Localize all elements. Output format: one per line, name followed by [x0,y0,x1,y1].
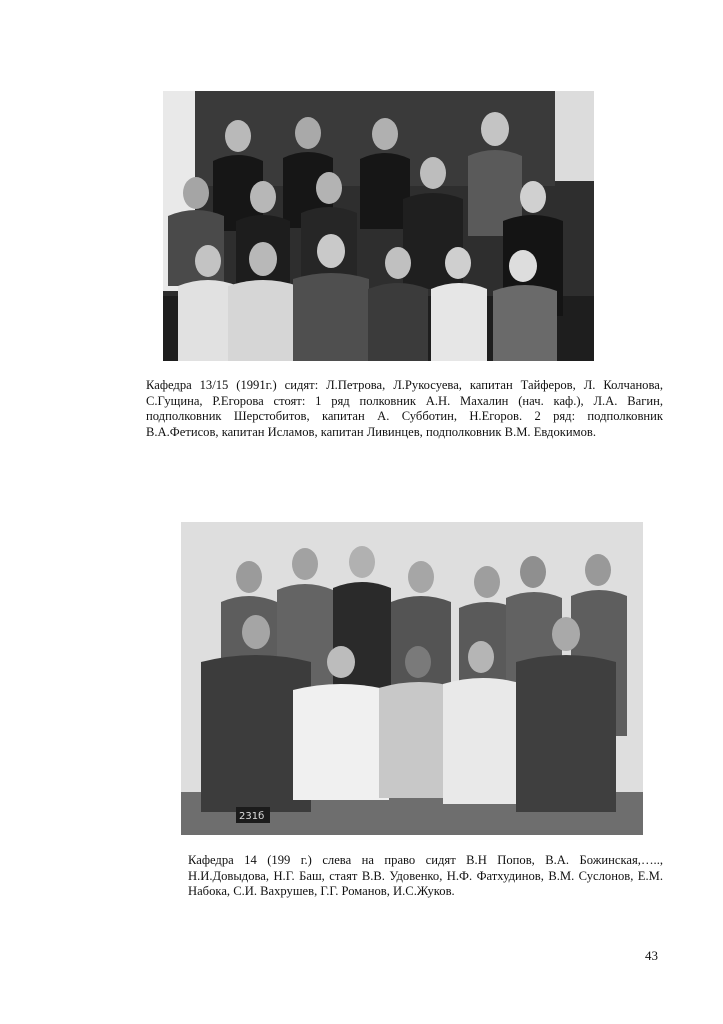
photo-sign: 231б [239,811,265,822]
page-number: 43 [645,948,658,963]
group-photo-department-13-15 [163,91,594,361]
photo-caption-1: Кафедра 13/15 (1991г.) сидят: Л.Петрова, Л.Рукосуева, капитан Тайферов, Л. Колчанова, С.Гущина, Р.Егорова стоят: 1 ряд полковник А.Н. Махалин (нач. каф.), Л.А. Вагин, подполковник Шерстобитов, капитан А. Субботин, Н.Егоров. 2 ряд: подполковник В.А.Фетисов, капитан Исламов, капитан Ливинцев, подполковник В.М. Евдокимов. [146,378,663,439]
group-photo-department-14 [181,522,643,835]
photo-caption-2: Кафедра 14 (199 г.) слева на право сидят В.Н Попов, В.А. Божинская,….., Н.И.Довыдова, Н.Г. Баш, стаят В.В. Удовенко, Н.Ф. Фатхудинов, В.М. Суслонов, Е.М. Набока, С.И. Вахрушев, Г.Г. Романов, И.С.Жуков. [188,853,663,898]
